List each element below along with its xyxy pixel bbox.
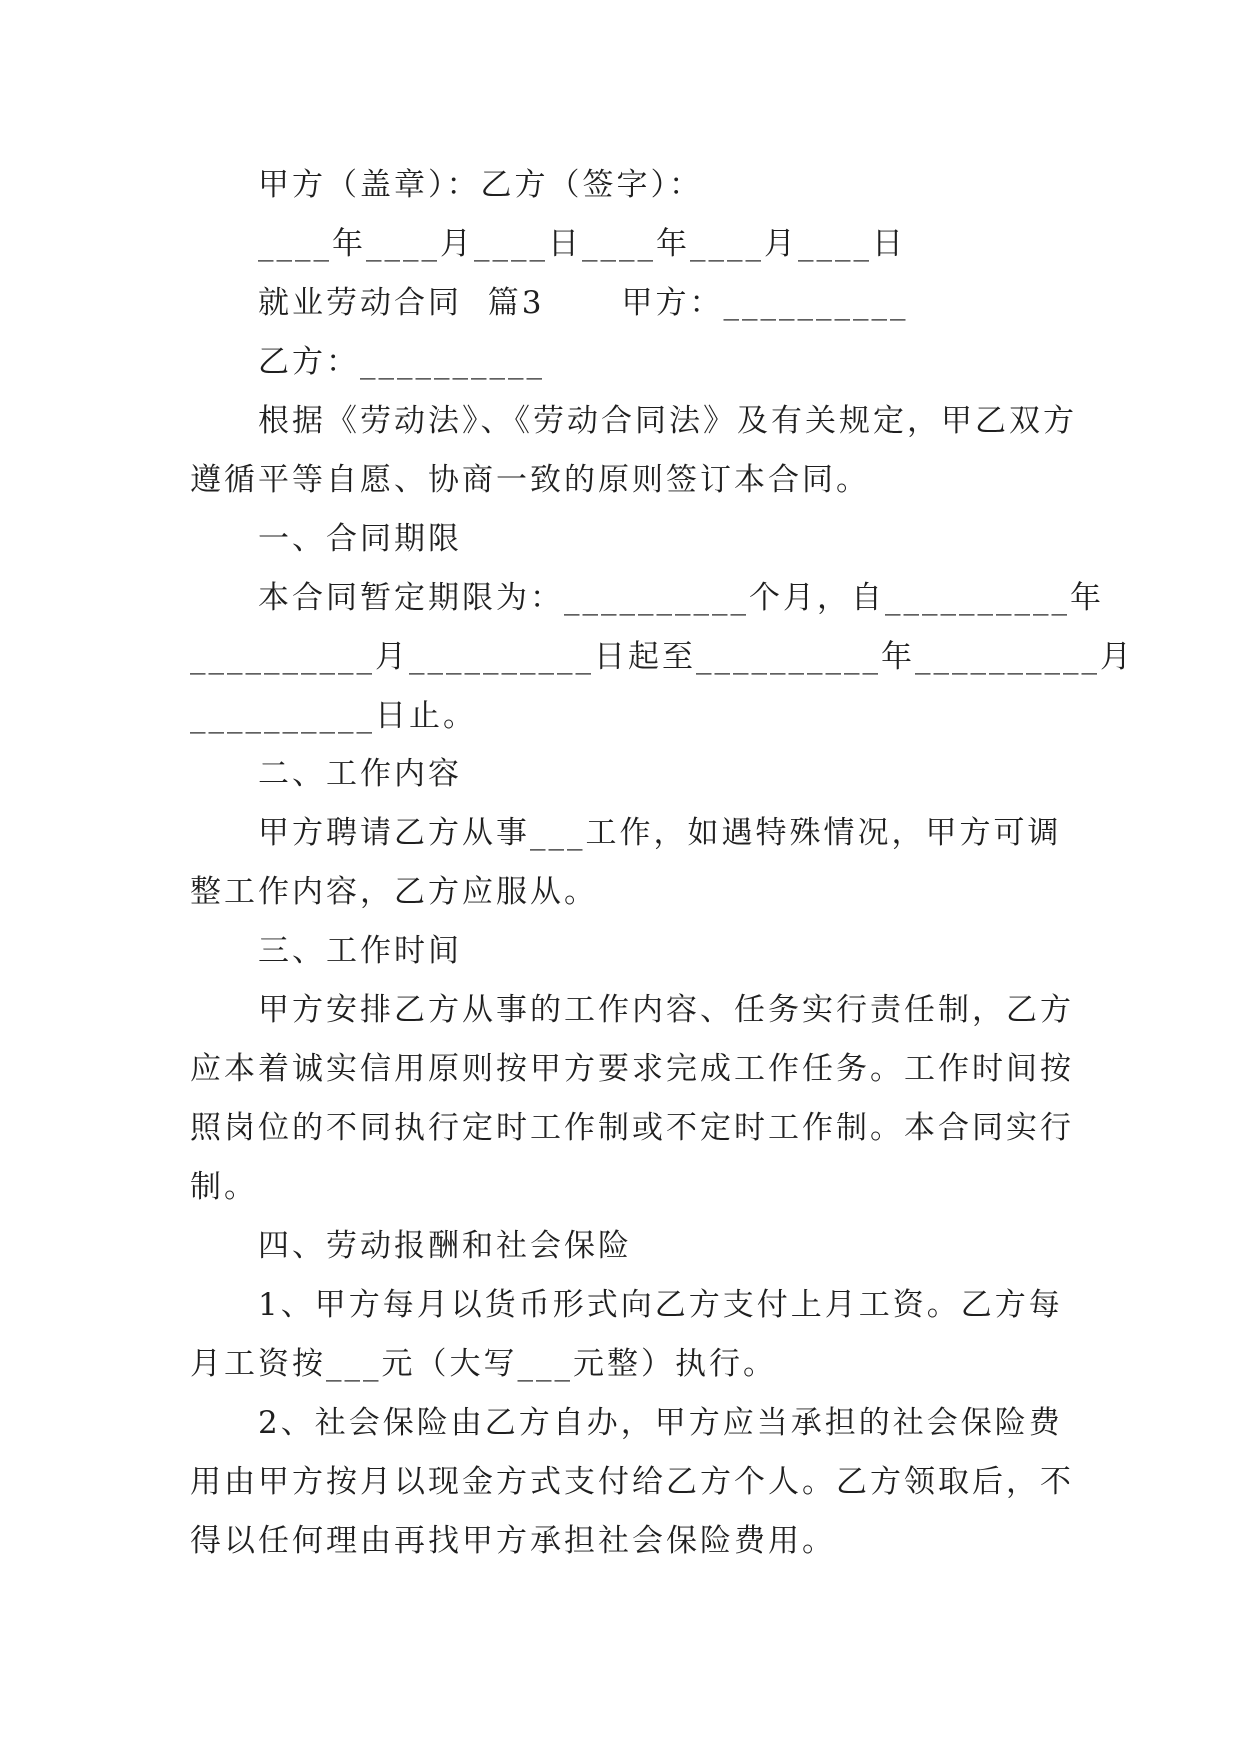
section-heading: 二、工作内容 <box>258 756 462 792</box>
paragraph-line: 月工资按___元（大写___元整）执行。 <box>190 1346 777 1382</box>
contract-title-line: 就业劳动合同 篇3 甲方：__________ <box>258 285 909 321</box>
paragraph-line: 得以任何理由再找甲方承担社会保险费用。 <box>190 1523 836 1559</box>
paragraph-line: 照岗位的不同执行定时工作制或不定时工作制。本合同实行 <box>190 1110 1074 1146</box>
paragraph-line: 1、甲方每月以货币形式向乙方支付上月工资。乙方每 <box>258 1287 1063 1323</box>
section-heading: 三、工作时间 <box>258 933 462 969</box>
paragraph-line: 本合同暂定期限为：__________个月，自__________年 <box>258 580 1104 616</box>
paragraph-line: 甲方安排乙方从事的工作内容、任务实行责任制，乙方 <box>258 992 1074 1028</box>
paragraph-line: 根据《劳动法》、《劳动合同法》及有关规定，甲乙双方 <box>258 403 1077 439</box>
paragraph-line: 应本着诚实信用原则按甲方要求完成工作任务。工作时间按 <box>190 1051 1074 1087</box>
date-blanks-line: ____年____月____日____年____月____日 <box>258 226 906 262</box>
paragraph-line: 整工作内容，乙方应服从。 <box>190 874 598 910</box>
section-heading: 四、劳动报酬和社会保险 <box>258 1228 632 1264</box>
paragraph-line: 2、社会保险由乙方自办，甲方应当承担的社会保险费 <box>258 1405 1063 1441</box>
paragraph-line: 制。 <box>190 1169 258 1205</box>
section-heading: 一、合同期限 <box>258 521 462 557</box>
paragraph-line: 甲方聘请乙方从事___工作，如遇特殊情况，甲方可调 <box>258 815 1062 851</box>
paragraph-line: 用由甲方按月以现金方式支付给乙方个人。乙方领取后，不 <box>190 1464 1074 1500</box>
party-b-line: 乙方：__________ <box>258 344 545 380</box>
paragraph-line: __________日止。 <box>190 698 477 734</box>
signature-line: 甲方（盖章）：乙方（签字）： <box>258 167 703 203</box>
paragraph-line: 遵循平等自愿、协商一致的原则签订本合同。 <box>190 462 870 498</box>
paragraph-line: __________月__________日起至__________年__________月 <box>190 639 1134 675</box>
